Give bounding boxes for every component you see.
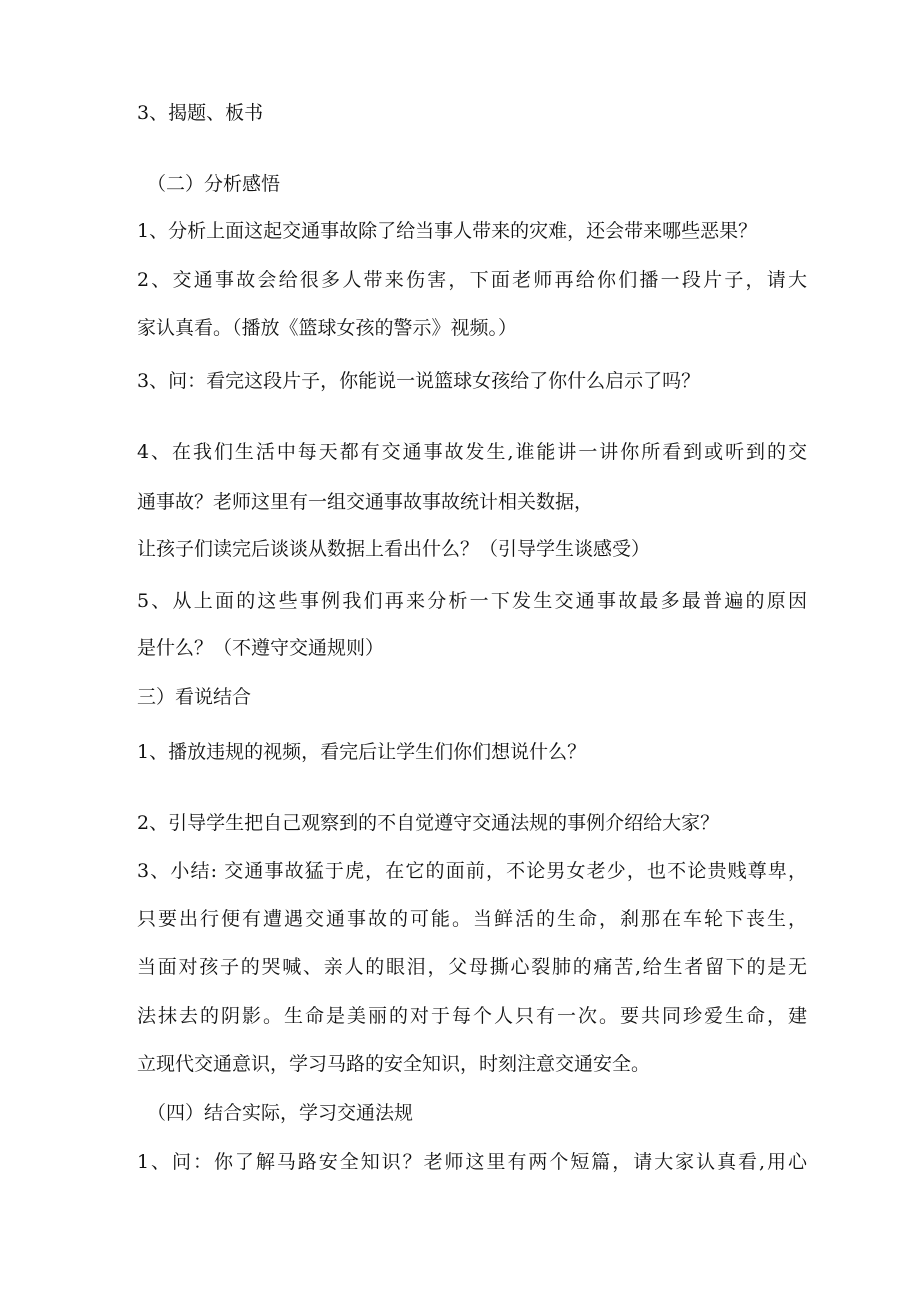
line-summary-e: 立现代交通意识，学习马路的安全知识，时刻注意交通安全。 bbox=[137, 1053, 651, 1075]
heading-practice: （四）结合实际，学习交通法规 bbox=[147, 1102, 414, 1124]
line-analysis-4b: 通事故？老师这里有一组交通事故事故统计相关数据， bbox=[137, 491, 594, 513]
line-analysis-1: 1、分析上面这起交通事故除了给当事人带来的灾难，还会带来哪些恶果？ bbox=[137, 220, 758, 242]
line-reveal-topic: 3、揭题、板书 bbox=[137, 102, 264, 124]
line-analysis-5a: 5、从上面的这些事例我们再来分析一下发生交通事故最多最普遍的原因 bbox=[137, 590, 807, 612]
line-summary-d: 法抹去的阴影。生命是美丽的对于每个人只有一次。要共同珍爱生命，建 bbox=[137, 1005, 807, 1027]
line-practice-1: 1、问：你了解马路安全知识？老师这里有两个短篇，请大家认真看,用心 bbox=[137, 1151, 807, 1173]
line-summary-b: 只要出行便有遭遇交通事故的可能。当鲜活的生命，刹那在车轮下丧生， bbox=[137, 908, 807, 930]
heading-analysis: （二）分析感悟 bbox=[147, 173, 281, 195]
line-analysis-4a: 4、在我们生活中每天都有交通事故发生,谁能讲一讲你所看到或听到的交 bbox=[137, 441, 807, 463]
line-watch-1: 1、播放违规的视频，看完后让学生们你们想说什么？ bbox=[137, 741, 587, 763]
line-analysis-2a: 2、交通事故会给很多人带来伤害，下面老师再给你们播一段片子，请大 bbox=[137, 269, 807, 291]
line-analysis-5b: 是什么？（不遵守交通规则） bbox=[137, 637, 385, 659]
line-summary-a: 3、小结: 交通事故猛于虎，在它的面前，不论男女老少，也不论贵贱尊卑， bbox=[137, 860, 807, 882]
line-analysis-3: 3、问：看完这段片子，你能说一说篮球女孩给了你什么启示了吗？ bbox=[137, 370, 701, 392]
line-summary-c: 当面对孩子的哭喊、亲人的眼泪，父母撕心裂肺的痛苦,给生者留下的是无 bbox=[137, 956, 807, 978]
line-watch-2: 2、引导学生把自己观察到的不自觉遵守交通法规的事例介绍给大家？ bbox=[137, 812, 720, 834]
line-analysis-2b: 家认真看。（播放《篮球女孩的警示》视频。） bbox=[137, 317, 518, 339]
line-analysis-4c: 让孩子们读完后谈谈从数据上看出什么？（引导学生谈感受） bbox=[137, 538, 651, 560]
heading-watch-discuss: 三）看说结合 bbox=[137, 686, 252, 708]
